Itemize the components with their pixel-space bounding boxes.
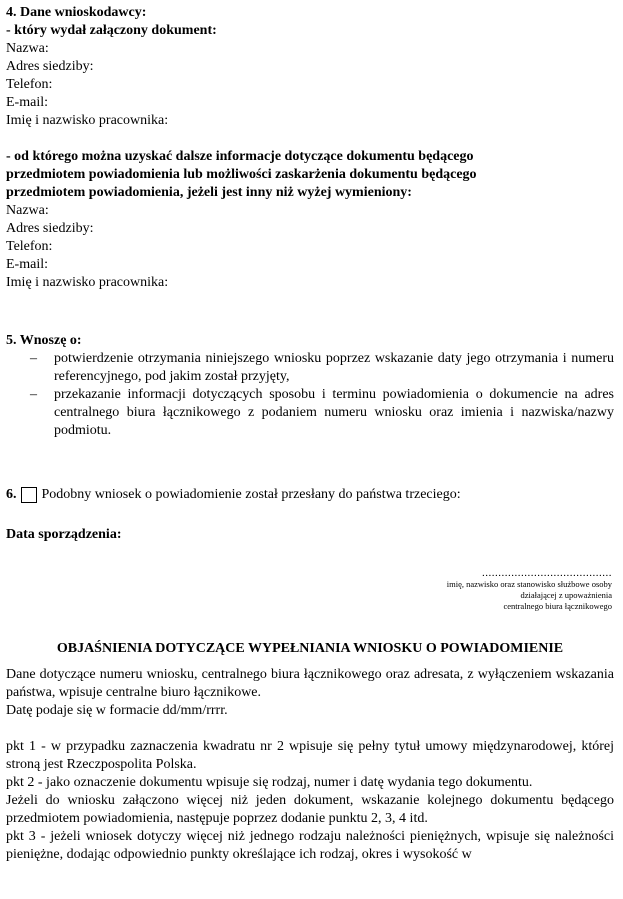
- section-4-title: 4. Dane wnioskodawcy:: [6, 5, 147, 20]
- explanations-title: OBJAŚNIENIA DOTYCZĄCE WYPEŁNIANIA WNIOSKU O POWIADOMIENIE: [56, 641, 564, 656]
- info-field-phone: Telefon:: [6, 239, 53, 254]
- section-6-text: Podobny wniosek o powiadomienie został przesłany do państwa trzeciego:: [41, 487, 461, 502]
- issuer-field-email: E-mail:: [6, 95, 48, 110]
- info-field-employee: Imię i nazwisko pracownika:: [6, 275, 169, 290]
- request-list: [6, 350, 614, 440]
- signature-block: [6, 568, 614, 612]
- explanation-paragraph: pkt 3 - jeżeli wniosek dotyczy więcej niż jednego rodzaju należności pieniężnych, wpisuje się należności pieniężne, dodając odpowiednio punkty określające ich rodzaj, okres i wysokość w: [6, 829, 614, 862]
- info-field-email: E-mail:: [6, 257, 48, 272]
- info-heading-line: przedmiotem powiadomienia, jeżeli jest inny niż wyżej wymieniony:: [6, 185, 412, 200]
- info-heading-line: przedmiotem powiadomienia lub możliwości zaskarżenia dokumentu będącego: [6, 167, 477, 182]
- explanation-paragraph: pkt 1 - w przypadku zaznaczenia kwadratu nr 2 wpisuje się pełny tytuł umowy międzynarodowej, której stroną jest Rzeczpospolita Polska.: [6, 739, 614, 772]
- section-5-title: 5. Wnoszę o:: [6, 333, 82, 348]
- explanation-paragraph: pkt 2 - jako oznaczenie dokumentu wpisuje się rodzaj, numer i datę wydania tego dokumentu.: [6, 775, 533, 790]
- issuer-field-phone: Telefon:: [6, 77, 53, 92]
- dash-bullet: –: [30, 351, 37, 366]
- third-country-checkbox[interactable]: [21, 487, 37, 503]
- section-6-number: 6.: [6, 487, 17, 502]
- section-6: [6, 486, 614, 504]
- signature-dots: ........................................: [482, 567, 612, 579]
- signature-caption-line: działającej z upoważnienia: [520, 590, 612, 600]
- date-label: Data sporządzenia:: [6, 527, 122, 542]
- list-item: [6, 386, 614, 440]
- signature-caption-line: imię, nazwisko oraz stanowisko służbowe osoby: [446, 579, 612, 589]
- info-heading-line: - od którego można uzyskać dalsze informacje dotyczące dokumentu będącego: [6, 149, 474, 164]
- issuer-field-address: Adres siedziby:: [6, 59, 94, 74]
- list-item: [6, 350, 614, 386]
- issuer-heading: - który wydał załączony dokument:: [6, 23, 217, 38]
- dash-bullet: –: [30, 387, 37, 402]
- list-item-text: potwierdzenie otrzymania niniejszego wniosku poprzez wskazanie daty jego otrzymania i numeru referencyjnego, pod jakim został przyjęty,: [54, 351, 614, 384]
- info-field-name: Nazwa:: [6, 203, 49, 218]
- explanation-paragraph: Dane dotyczące numeru wniosku, centralnego biura łącznikowego oraz adresata, z wyłączeniem wskazania państwa, wpisuje centralne biuro łącznikowe.: [6, 667, 614, 700]
- explanation-paragraph: Jeżeli do wniosku załączono więcej niż jeden dokument, wskazanie kolejnego dokumentu będącego przedmiotem powiadomienia, następuje poprzez dodanie punktu 2, 3, 4 itd.: [6, 793, 614, 826]
- signature-caption-line: centralnego biura łącznikowego: [503, 601, 612, 611]
- issuer-field-name: Nazwa:: [6, 41, 49, 56]
- info-field-address: Adres siedziby:: [6, 221, 94, 236]
- issuer-field-employee: Imię i nazwisko pracownika:: [6, 113, 169, 128]
- list-item-text: przekazanie informacji dotyczących sposobu i terminu powiadomienia o dokumencie na adres centralnego biura łącznikowego z podaniem numeru wniosku oraz imienia i nazwiska/nazwy podmiotu.: [54, 387, 614, 438]
- explanation-paragraph: Datę podaje się w formacie dd/mm/rrrr.: [6, 703, 228, 718]
- info-fields: [6, 202, 614, 292]
- info-heading: [6, 148, 614, 202]
- issuer-fields: [6, 40, 614, 130]
